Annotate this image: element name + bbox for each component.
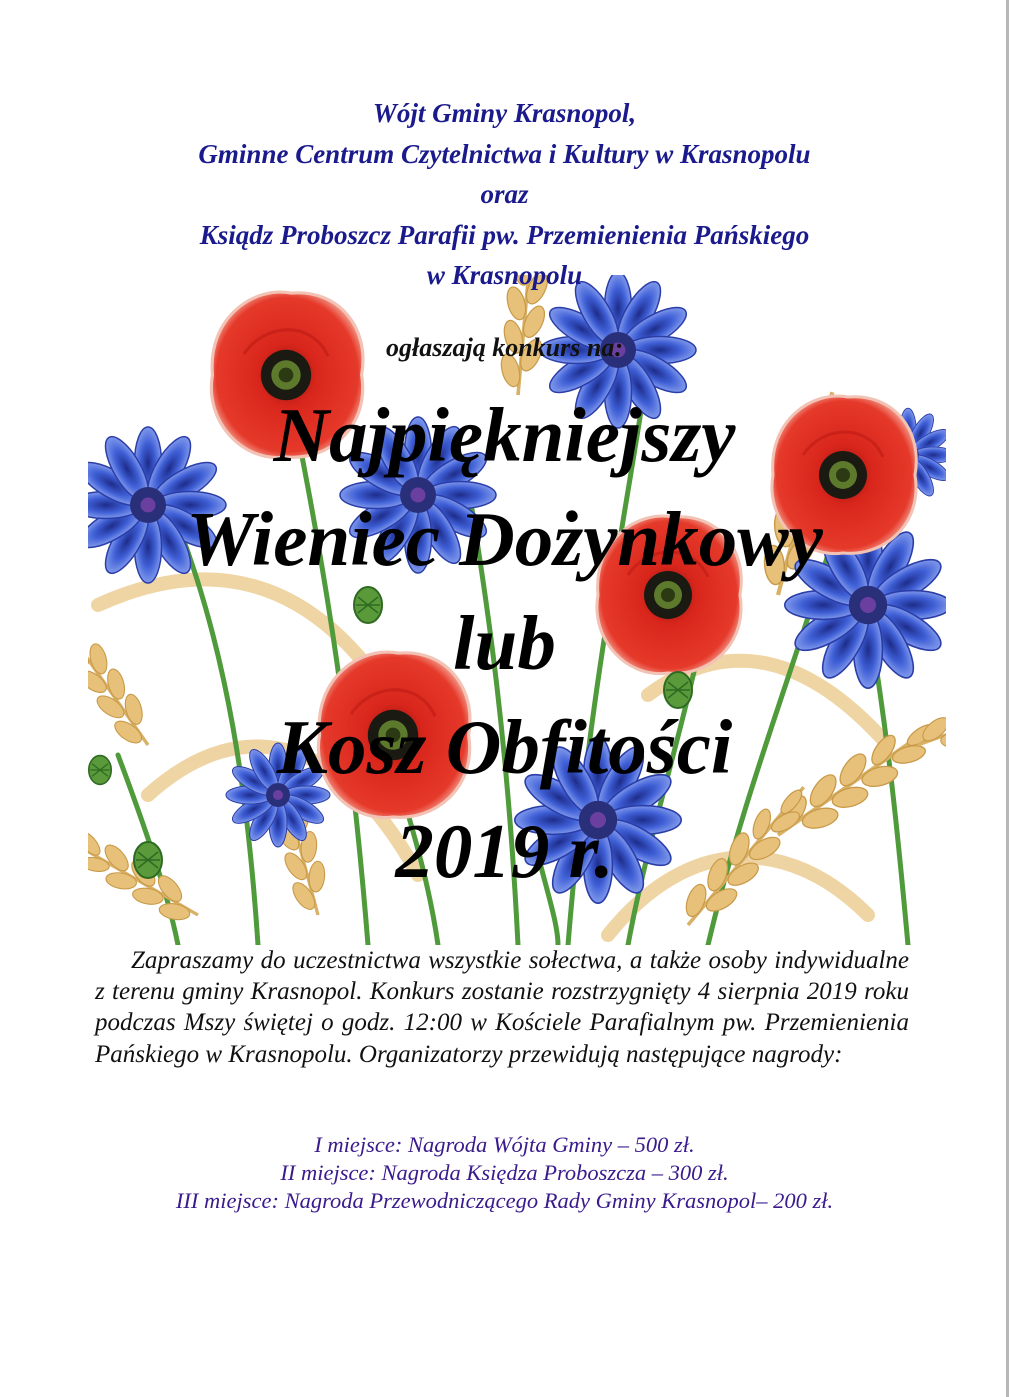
title-line-1: Najpiękniejszy bbox=[273, 392, 736, 478]
title-line-3: lub bbox=[453, 600, 556, 686]
prize-third: III miejsce: Nagroda Przewodniczącego Rady Gminy Krasnopol– 200 zł. bbox=[175, 1188, 834, 1213]
prize-second: II miejsce: Nagroda Księdza Proboszcza – 300 zł. bbox=[280, 1160, 729, 1185]
announcement-line: ogłaszają konkurs na: bbox=[386, 333, 623, 362]
organizers-block bbox=[0, 93, 1009, 296]
title-line-5: 2019 r. bbox=[395, 808, 614, 894]
organizer-line-5: w Krasnopolu bbox=[426, 260, 583, 290]
organizer-line-4: Ksiądz Proboszcz Parafii pw. Przemienienia Pańskiego bbox=[199, 219, 810, 250]
invitation-paragraph: Zapraszamy do uczestnictwa wszystkie sołectwa, a także osoby indywidualne z terenu gminy Krasnopol. Konkurs zostanie rozstrzygnięty 4 sierpnia 2019 roku podczas Mszy świętej o godz. 12:00 w Kościele Parafialnym pw. Przemienienia Pańskiego w Krasnopolu. Organizatorzy przewidują następujące nagrody: bbox=[95, 947, 909, 1068]
title-line-2: Wieniec Dożynkowy bbox=[186, 496, 823, 582]
organizer-line-1: Wójt Gminy Krasnopol, bbox=[372, 98, 637, 128]
title-line-4: Kosz Obfitości bbox=[276, 704, 733, 790]
prize-first: I miejsce: Nagroda Wójta Gminy – 500 zł. bbox=[314, 1132, 695, 1157]
organizer-line-3: oraz bbox=[480, 179, 529, 209]
organizer-line-2: Gminne Centrum Czytelnictwa i Kultury w Krasnopolu bbox=[198, 138, 811, 169]
contest-title bbox=[0, 383, 1009, 903]
prizes-list bbox=[0, 1131, 1009, 1215]
